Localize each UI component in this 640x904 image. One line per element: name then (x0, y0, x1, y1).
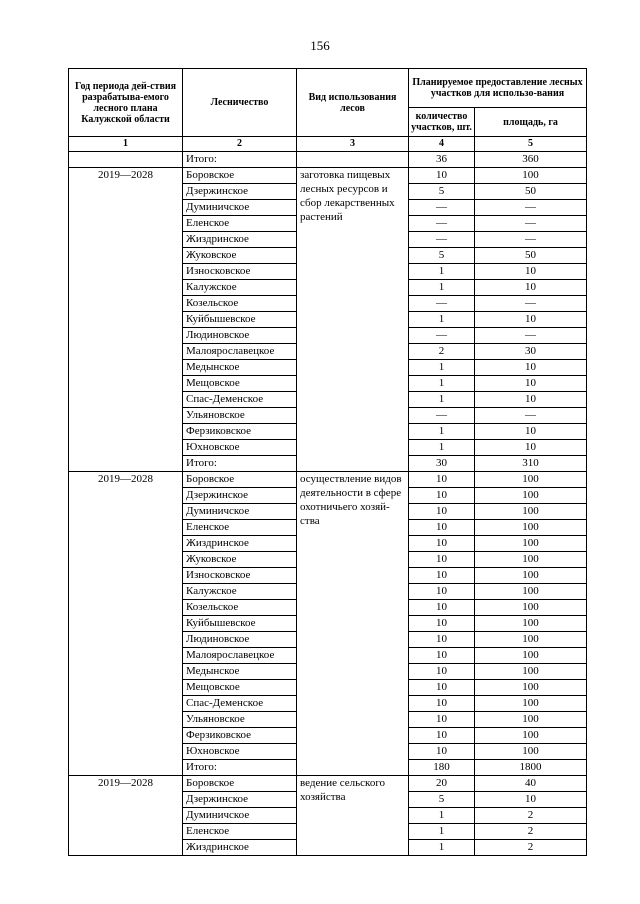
area-cell: — (475, 216, 587, 232)
total-row (69, 152, 587, 168)
forestry-cell: Малоярославецкое (183, 344, 297, 360)
area-cell: 100 (475, 600, 587, 616)
forestry-cell: Медынское (183, 360, 297, 376)
area-cell: 100 (475, 552, 587, 568)
count-cell: 10 (409, 552, 475, 568)
forestry-cell: Калужское (183, 280, 297, 296)
count-cell: — (409, 216, 475, 232)
forestry-cell: Боровское (183, 168, 297, 184)
table-row (69, 472, 587, 488)
area-cell: 100 (475, 168, 587, 184)
count-cell: 1 (409, 360, 475, 376)
area-cell: — (475, 232, 587, 248)
forestry-cell: Дзержинское (183, 488, 297, 504)
count-cell: 10 (409, 632, 475, 648)
count-cell: 5 (409, 184, 475, 200)
page-number: 156 (310, 38, 330, 53)
area-cell: 310 (475, 456, 587, 472)
area-cell: 100 (475, 712, 587, 728)
column-number: 3 (297, 137, 409, 152)
count-cell: 1 (409, 440, 475, 456)
area-cell: 10 (475, 440, 587, 456)
area-cell: 100 (475, 616, 587, 632)
area-cell: 50 (475, 184, 587, 200)
count-cell: 1 (409, 312, 475, 328)
forestry-cell: Мещовское (183, 376, 297, 392)
count-cell: 10 (409, 600, 475, 616)
forestry-cell: Итого: (183, 456, 297, 472)
table-row (69, 168, 587, 184)
forestry-cell: Куйбышевское (183, 312, 297, 328)
area-cell: 10 (475, 376, 587, 392)
area-cell: 100 (475, 680, 587, 696)
forest-plan-table (68, 68, 587, 856)
count-cell: 10 (409, 680, 475, 696)
area-cell: 100 (475, 504, 587, 520)
forestry-cell: Спас-Деменское (183, 696, 297, 712)
area-cell: 100 (475, 744, 587, 760)
count-cell: 1 (409, 264, 475, 280)
count-cell: 10 (409, 584, 475, 600)
count-cell: 10 (409, 648, 475, 664)
column-number: 5 (475, 137, 587, 152)
count-cell: 10 (409, 712, 475, 728)
count-cell: 1 (409, 840, 475, 856)
count-cell: — (409, 200, 475, 216)
forestry-cell: Людиновское (183, 328, 297, 344)
forestry-cell: Жиздринское (183, 536, 297, 552)
forestry-cell: Ферзиковское (183, 424, 297, 440)
count-cell: — (409, 232, 475, 248)
area-cell: 10 (475, 424, 587, 440)
area-cell: 10 (475, 280, 587, 296)
count-cell: 10 (409, 472, 475, 488)
forestry-cell: Ульяновское (183, 408, 297, 424)
count-cell: 10 (409, 616, 475, 632)
header-use-type: Вид использования лесов (297, 69, 409, 137)
header-planned: Планируемое предоставление лесных участков для использо-вания (409, 69, 587, 108)
forestry-cell: Боровское (183, 776, 297, 792)
count-cell: 30 (409, 456, 475, 472)
column-number: 2 (183, 137, 297, 152)
area-cell: 100 (475, 728, 587, 744)
forestry-cell: Думиничское (183, 504, 297, 520)
area-cell: 10 (475, 360, 587, 376)
forestry-cell: Медынское (183, 664, 297, 680)
count-cell: 10 (409, 520, 475, 536)
forestry-cell: Ульяновское (183, 712, 297, 728)
count-cell: 5 (409, 792, 475, 808)
forestry-cell: Думиничское (183, 808, 297, 824)
total-count: 36 (409, 152, 475, 168)
column-number: 1 (69, 137, 183, 152)
count-cell: 1 (409, 808, 475, 824)
year-cell: 2019—2028 (69, 776, 183, 856)
area-cell: 10 (475, 312, 587, 328)
area-cell: 100 (475, 520, 587, 536)
area-cell: 100 (475, 632, 587, 648)
count-cell: — (409, 296, 475, 312)
forestry-cell: Козельское (183, 296, 297, 312)
count-cell: 1 (409, 376, 475, 392)
forestry-cell: Жуковское (183, 552, 297, 568)
empty-cell (297, 152, 409, 168)
use-type-cell: осуществление видов деятельности в сфере охотничьего хозяй-ства (297, 472, 409, 776)
count-cell: 10 (409, 664, 475, 680)
total-area: 360 (475, 152, 587, 168)
area-cell: — (475, 200, 587, 216)
count-cell: 10 (409, 568, 475, 584)
area-cell: 100 (475, 648, 587, 664)
area-cell: 2 (475, 824, 587, 840)
use-type-cell: заготовка пищевых лесных ресурсов и сбор лекарственных растений (297, 168, 409, 472)
count-cell: 1 (409, 392, 475, 408)
count-cell: 10 (409, 488, 475, 504)
forestry-cell: Дзержинское (183, 184, 297, 200)
empty-cell (69, 152, 183, 168)
forestry-cell: Ферзиковское (183, 728, 297, 744)
area-cell: 100 (475, 488, 587, 504)
area-cell: 100 (475, 696, 587, 712)
use-type-cell: ведение сельского хозяйства (297, 776, 409, 856)
area-cell: 100 (475, 664, 587, 680)
area-cell: 10 (475, 264, 587, 280)
forestry-cell: Жиздринское (183, 232, 297, 248)
year-cell: 2019—2028 (69, 168, 183, 472)
area-cell: 10 (475, 392, 587, 408)
count-cell: 10 (409, 696, 475, 712)
forestry-cell: Износковское (183, 264, 297, 280)
count-cell: — (409, 328, 475, 344)
forestry-cell: Юхновское (183, 744, 297, 760)
count-cell: 2 (409, 344, 475, 360)
header-forestry: Лесничество (183, 69, 297, 137)
total-label: Итого: (183, 152, 297, 168)
forestry-cell: Жуковское (183, 248, 297, 264)
forestry-cell: Итого: (183, 760, 297, 776)
area-cell: 1800 (475, 760, 587, 776)
area-cell: 100 (475, 472, 587, 488)
count-cell: 10 (409, 744, 475, 760)
header-count: количество участков, шт. (409, 108, 475, 137)
forestry-cell: Спас-Деменское (183, 392, 297, 408)
header-year: Год периода дей-ствия разрабатыва-емого лесного плана Калужской области (69, 69, 183, 137)
count-cell: 20 (409, 776, 475, 792)
count-cell: 10 (409, 168, 475, 184)
count-cell: 10 (409, 504, 475, 520)
forestry-cell: Жиздринское (183, 840, 297, 856)
header-area: площадь, га (475, 108, 587, 137)
forestry-cell: Малоярославецкое (183, 648, 297, 664)
count-cell: — (409, 408, 475, 424)
area-cell: 2 (475, 808, 587, 824)
count-cell: 1 (409, 824, 475, 840)
forestry-cell: Людиновское (183, 632, 297, 648)
forestry-cell: Еленское (183, 520, 297, 536)
count-cell: 1 (409, 280, 475, 296)
area-cell: — (475, 328, 587, 344)
count-cell: 10 (409, 536, 475, 552)
count-cell: 5 (409, 248, 475, 264)
forestry-cell: Мещовское (183, 680, 297, 696)
year-cell: 2019—2028 (69, 472, 183, 776)
area-cell: 2 (475, 840, 587, 856)
forestry-cell: Износковское (183, 568, 297, 584)
area-cell: 100 (475, 536, 587, 552)
area-cell: 100 (475, 568, 587, 584)
count-cell: 180 (409, 760, 475, 776)
forestry-cell: Боровское (183, 472, 297, 488)
forestry-cell: Еленское (183, 216, 297, 232)
area-cell: 30 (475, 344, 587, 360)
count-cell: 10 (409, 728, 475, 744)
forestry-cell: Козельское (183, 600, 297, 616)
forestry-cell: Дзержинское (183, 792, 297, 808)
forestry-cell: Думиничское (183, 200, 297, 216)
forestry-cell: Куйбышевское (183, 616, 297, 632)
forestry-cell: Калужское (183, 584, 297, 600)
area-cell: 10 (475, 792, 587, 808)
count-cell: 1 (409, 424, 475, 440)
area-cell: 100 (475, 584, 587, 600)
area-cell: 50 (475, 248, 587, 264)
area-cell: — (475, 408, 587, 424)
table-row (69, 776, 587, 792)
forestry-cell: Юхновское (183, 440, 297, 456)
forestry-cell: Еленское (183, 824, 297, 840)
column-numbers-row (69, 137, 587, 152)
column-number: 4 (409, 137, 475, 152)
area-cell: 40 (475, 776, 587, 792)
area-cell: — (475, 296, 587, 312)
